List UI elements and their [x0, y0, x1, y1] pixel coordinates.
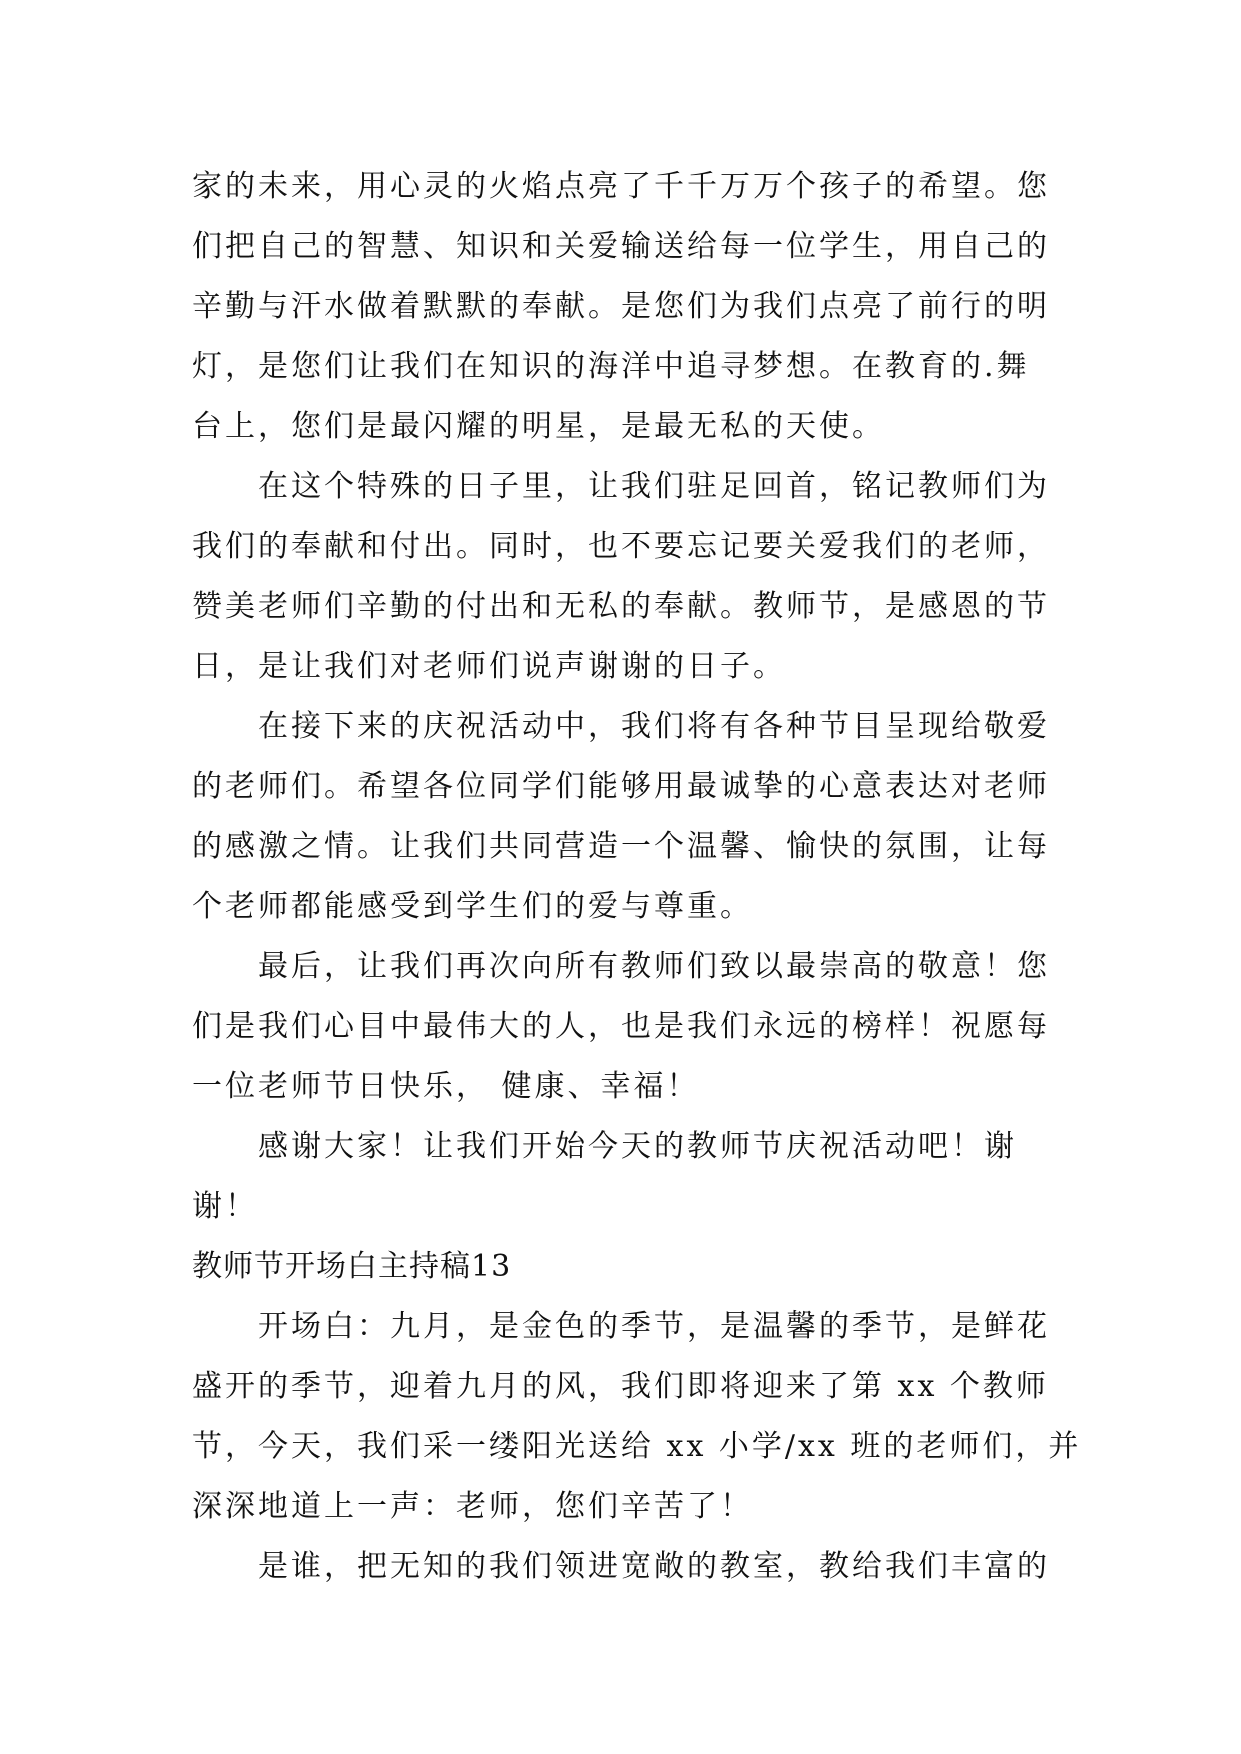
- text-line: 们是我们心目中最伟大的人，也是我们永远的榜样！祝愿每: [192, 1009, 1050, 1044]
- paragraph: [192, 1117, 1062, 1237]
- section-heading: [192, 1237, 1062, 1297]
- text-line: 在这个特殊的日子里，让我们驻足回首，铭记教师们为: [258, 469, 1050, 504]
- text-line: 我们的奉献和付出。同时，也不要忘记要关爱我们的老师，: [192, 529, 1050, 564]
- text-line: 最后，让我们再次向所有教师们致以最崇高的敬意！您: [258, 949, 1050, 984]
- text-line: 在接下来的庆祝活动中，我们将有各种节目呈现给敬爱: [258, 709, 1050, 744]
- text-line: 盛开的季节，迎着九月的风，我们即将迎来了第 xx 个教师: [192, 1369, 1049, 1404]
- text-line: 家的未来，用心灵的火焰点亮了千千万万个孩子的希望。您: [192, 169, 1050, 204]
- paragraph: [192, 697, 1062, 937]
- text-line: 一位老师节日快乐， 健康、幸福！: [192, 1069, 700, 1104]
- text-line: 深深地道上一声：老师，您们辛苦了！: [192, 1489, 753, 1524]
- text-line: 谢！: [192, 1189, 258, 1224]
- document-body: [192, 157, 1082, 1597]
- paragraph: [192, 1297, 1082, 1537]
- text-line: 的感激之情。让我们共同营造一个温馨、愉快的氛围，让每: [192, 829, 1050, 864]
- text-line: 个老师都能感受到学生们的爱与尊重。: [192, 889, 753, 924]
- text-line: 日，是让我们对老师们说声谢谢的日子。: [192, 649, 786, 684]
- text-line: 赞美老师们辛勤的付出和无私的奉献。教师节，是感恩的节: [192, 589, 1050, 624]
- text-line: 节，今天，我们采一缕阳光送给 xx 小学/xx 班的老师们，并: [192, 1429, 1082, 1464]
- paragraph: [192, 937, 1062, 1117]
- text-line: 台上，您们是最闪耀的明星，是最无私的天使。: [192, 409, 885, 444]
- text-line: 开场白：九月，是金色的季节，是温馨的季节，是鲜花: [258, 1309, 1050, 1344]
- text-line: 感谢大家！让我们开始今天的教师节庆祝活动吧！谢: [258, 1129, 1017, 1164]
- paragraph: [192, 1537, 1062, 1597]
- text-line: 们把自己的智慧、知识和关爱输送给每一位学生，用自己的: [192, 229, 1050, 264]
- paragraph: [192, 457, 1062, 697]
- text-line: 的老师们。希望各位同学们能够用最诚挚的心意表达对老师: [192, 769, 1050, 804]
- heading-text: 教师节开场白主持稿13: [192, 1249, 512, 1284]
- paragraph: [192, 157, 1062, 457]
- text-line: 是谁，把无知的我们领进宽敞的教室，教给我们丰富的: [258, 1549, 1050, 1584]
- text-line: 辛勤与汗水做着默默的奉献。是您们为我们点亮了前行的明: [192, 289, 1050, 324]
- text-line: 灯，是您们让我们在知识的海洋中追寻梦想。在教育的.舞: [192, 349, 1030, 384]
